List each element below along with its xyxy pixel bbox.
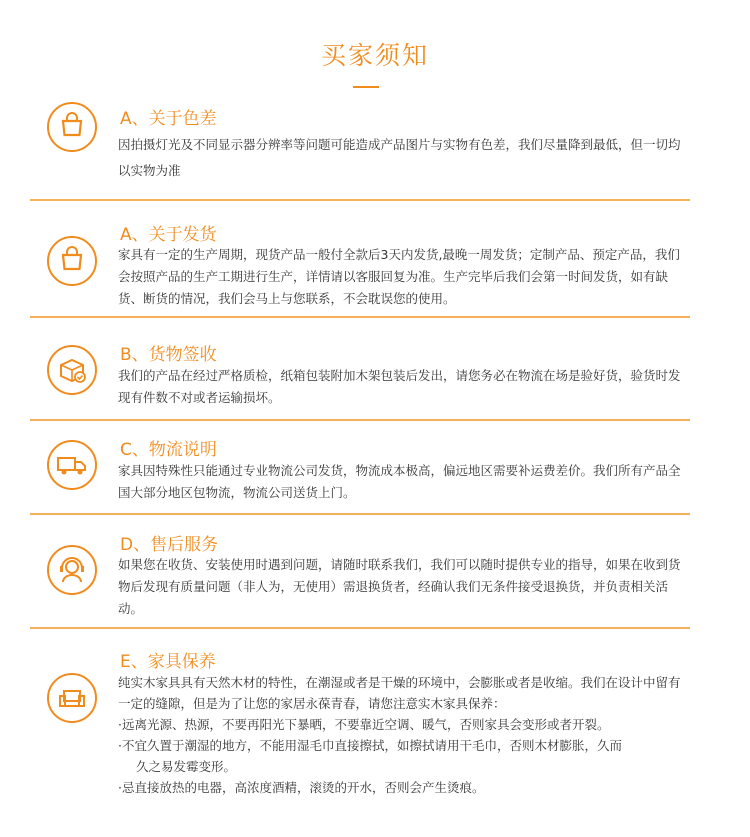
section-body — [118, 460, 690, 504]
package-check-icon — [47, 345, 97, 395]
sofa-icon — [47, 673, 97, 723]
divider — [30, 316, 690, 318]
section-body — [118, 554, 690, 620]
section-text: 我们的产品在经过严格质检，纸箱包装附加木架包装后发出，请您务必在物流在场是验好货，验货时发现有件数不对或者运输损坏。 — [118, 368, 681, 405]
section-text: 家具因特殊性只能通过专业物流公司发货，物流成本极高，偏远地区需要补运费差价。我们所有产品全国大部分地区包物流，物流公司送货上门。 — [118, 463, 681, 500]
section-text: 因拍摄灯光及不同显示器分辨率等问题可能造成产品图片与实物有色差，我们尽量降到最低，但一切均以实物为准 — [118, 137, 681, 178]
section-text: 久之易发霉变形。 — [136, 759, 237, 774]
section-body — [118, 244, 690, 310]
divider — [30, 199, 690, 201]
section-body — [118, 132, 690, 184]
shopping-bag-icon — [47, 102, 97, 152]
section-title: C、物流说明 — [120, 440, 217, 460]
shopping-bag-icon — [47, 236, 97, 286]
section-text: ·忌直接放热的电器，高浓度酒精，滚烫的开水，否则会产生烫痕。 — [118, 780, 485, 795]
section-title: D、售后服务 — [120, 535, 219, 555]
section-title: A、关于发货 — [120, 225, 217, 245]
section-title: B、货物签收 — [120, 345, 217, 365]
delivery-truck-icon — [47, 440, 97, 490]
divider — [30, 513, 690, 515]
section-text: ·远离光源、热源，不要再阳光下暴晒，不要靠近空调、暖气，否则家具会变形或者开裂。 — [118, 717, 610, 732]
section-text: 纯实木家具具有天然木材的特性，在潮湿或者是干燥的环境中，会膨胀或者是收缩。我们在设计中留有一定的缝隙，但是为了让您的家居永葆青春，请您注意实木家具保养： — [118, 675, 681, 711]
divider — [30, 627, 690, 629]
section-body — [118, 365, 690, 409]
section-title: A、关于色差 — [120, 109, 217, 129]
divider — [30, 419, 690, 421]
section-text: 如果您在收货、安装使用时遇到问题，请随时联系我们，我们可以随时提供专业的指导，如果在收到货物后发现有质量问题（非人为，无使用）需退换货者，经确认我们无条件接受退换货，并负责相关活动。 — [118, 557, 681, 616]
section-text: ·不宜久置于潮湿的地方，不能用湿毛巾直接擦拭，如擦拭请用干毛巾，否则木材膨胀，久而 — [118, 738, 622, 753]
title-underline — [353, 86, 379, 88]
section-body — [118, 672, 690, 798]
page-title: 买家须知 — [320, 41, 429, 70]
section-text: 家具有一定的生产周期，现货产品一般付全款后3天内发货,最晚一周发货；定制产品、预定产品，我们会按照产品的生产工期进行生产，详情请以客服回复为准。生产完毕后我们会第一时间发货，如有缺货、断货的情况，我们会马上与您联系，不会耽误您的使用。 — [118, 247, 680, 306]
section-title: E、家具保养 — [120, 652, 216, 672]
customer-service-icon — [47, 545, 97, 595]
